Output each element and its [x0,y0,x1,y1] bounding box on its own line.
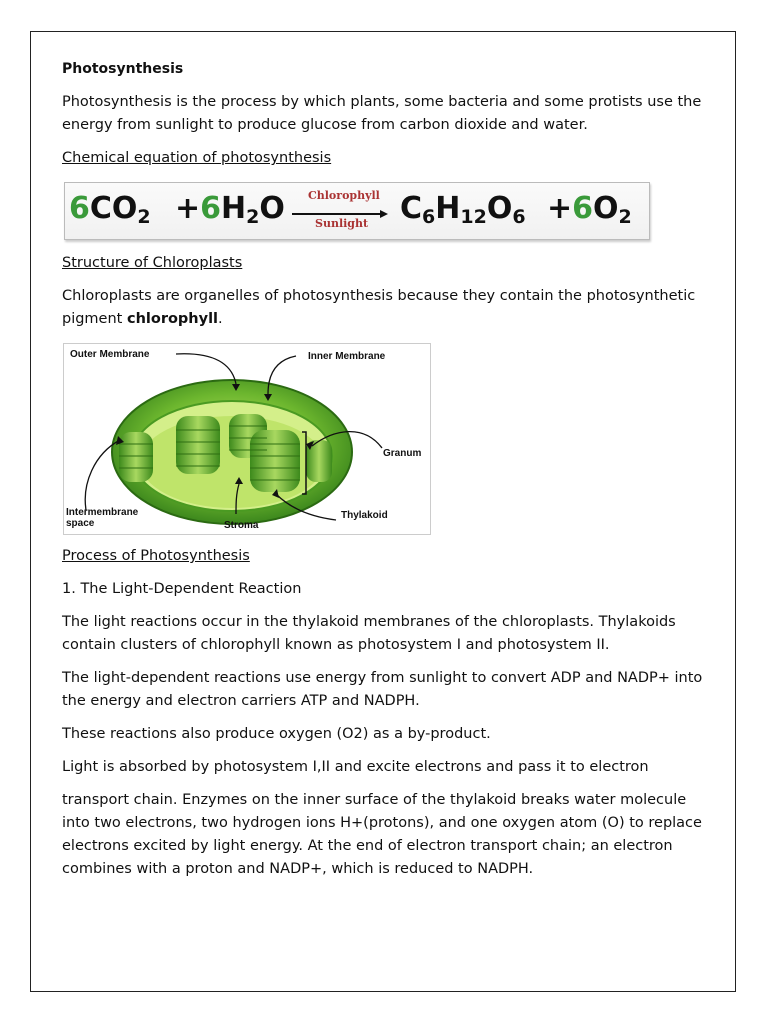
paragraph-2: The light-dependent reactions use energy from sunlight to convert ADP and NADP+ into the energy and electron carriers ATP and NADPH. [62,670,703,709]
doc-title: Photosynthesis [62,61,184,77]
process-section [62,545,712,881]
arrow-label-chlorophyll: Chlorophyll [308,189,380,202]
heading-process: Process of Photosynthesis [62,548,250,564]
document-body [62,58,712,170]
structure-section [62,252,712,331]
step-1-heading: 1. The Light-Dependent Reaction [62,581,302,597]
label-stroma: Stroma [224,520,259,531]
chloroplast-illustration [64,344,430,534]
label-thylakoid: Thylakoid [341,510,388,521]
paragraph-3: These reactions also produce oxygen (O2) as a by-product. [62,726,491,742]
heading-structure: Structure of Chloroplasts [62,255,243,271]
equation-image: 6CO2 +6H2O Chlorophyll Sunlight C6H12O6 +6O2 [64,182,650,240]
label-inner-membrane: Inner Membrane [308,351,386,362]
paragraph-1: The light reactions occur in the thylakoid membranes of the chloroplasts. Thylakoids contain clusters of chlorophyll known as photosystem I and photosystem II. [62,614,676,653]
arrow-label-sunlight: Sunlight [315,217,369,230]
intro-paragraph: Photosynthesis is the process by which plants, some bacteria and some protists use the energy from sunlight to produce glucose from carbon dioxide and water. [62,94,702,133]
chloroplast-diagram [63,343,431,535]
label-outer-membrane: Outer Membrane [70,349,150,360]
label-intermembrane: Intermembrane space [66,507,139,529]
structure-paragraph: Chloroplasts are organelles of photosynthesis because they contain the photosynthetic pigment chlorophyll. [62,288,696,327]
label-granum: Granum [383,448,422,459]
paragraph-4: Light is absorbed by photosystem I,II and excite electrons and pass it to electron [62,759,649,775]
paragraph-5: transport chain. Enzymes on the inner surface of the thylakoid breaks water molecule into two electrons, two hydrogen ions H+(protons), and one oxygen atom (O) to replace electrons excited by light energy. At the end of electron transport chain; an electron combines with a proton and NADP+, which is reduced to NADPH. [62,792,702,877]
heading-equation: Chemical equation of photosynthesis [62,150,332,166]
